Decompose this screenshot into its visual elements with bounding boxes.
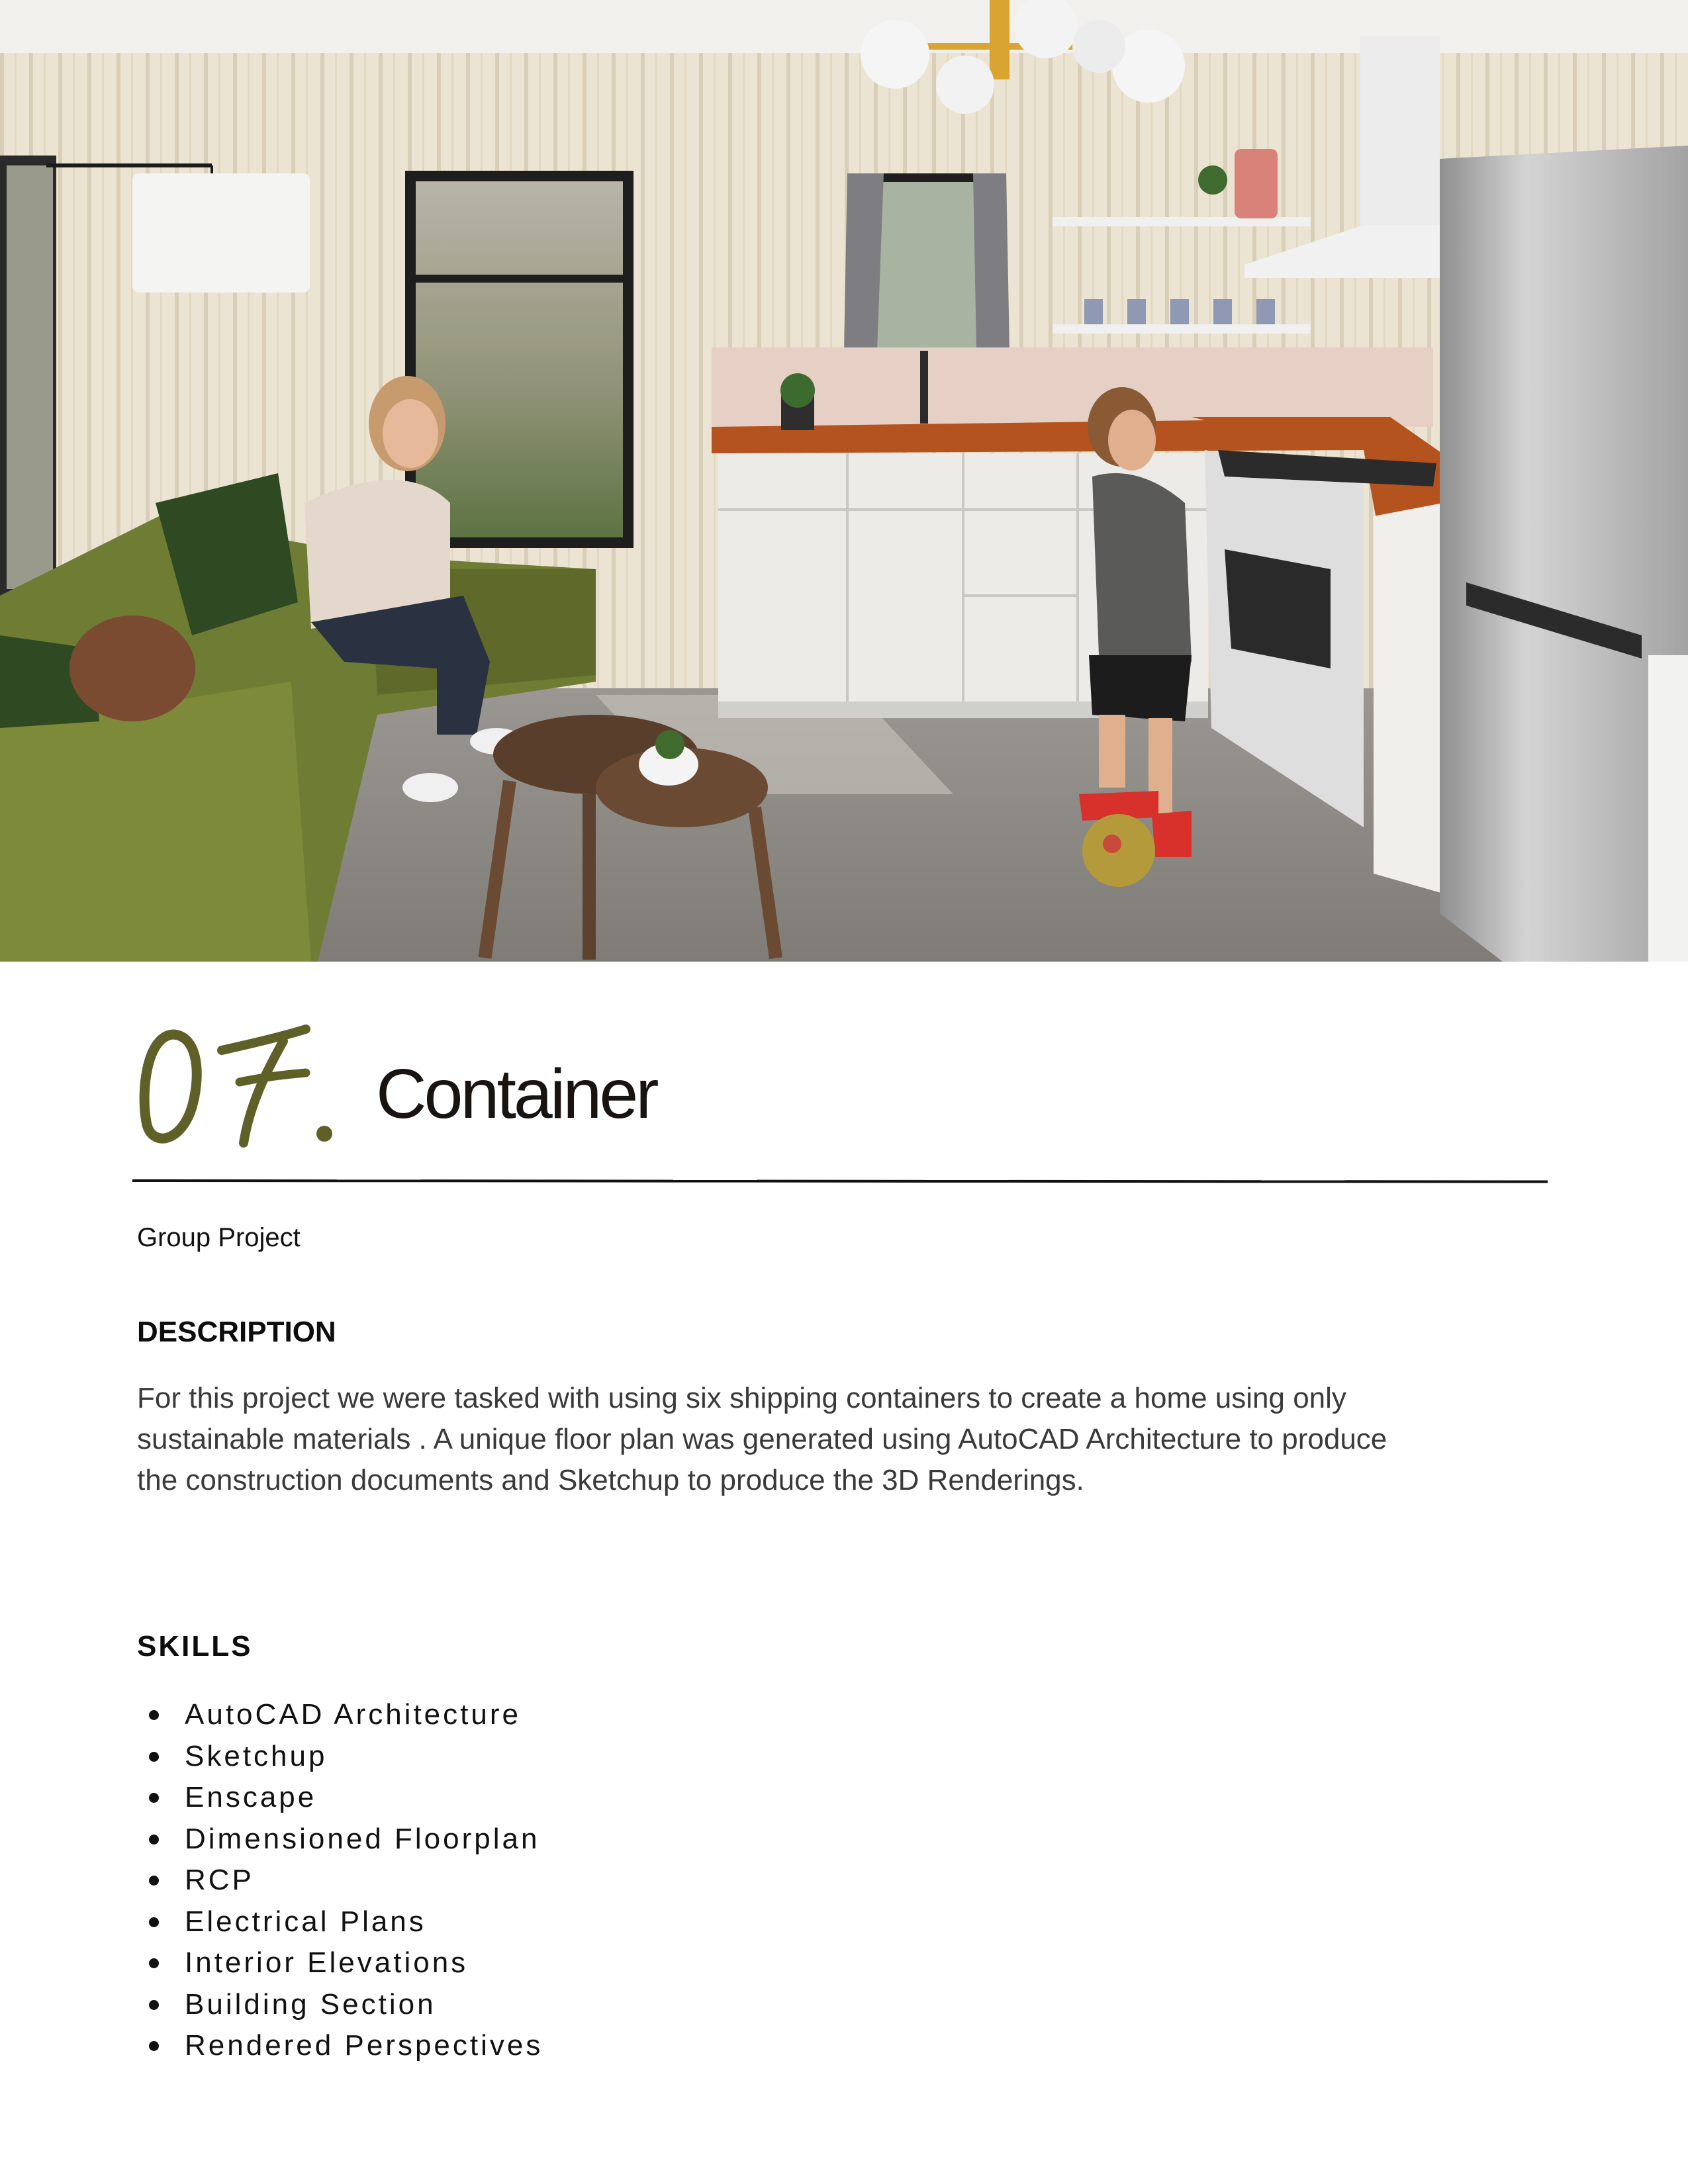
kitchen-living-room-illustration	[0, 0, 1688, 962]
project-number	[132, 1016, 351, 1148]
skill-label: Rendered Perspectives	[185, 2029, 543, 2062]
skill-label: Dimensioned Floorplan	[185, 1822, 540, 1855]
skill-label: Enscape	[185, 1781, 317, 1813]
skill-label: Interior Elevations	[185, 1946, 469, 1979]
skill-label: Electrical Plans	[185, 1905, 426, 1938]
description-line: sustainable materials . A unique floor plan was generated using AutoCAD Architecture to produce	[137, 1423, 1387, 1455]
skill-item	[137, 1942, 543, 1984]
skill-item	[137, 1694, 543, 1736]
project-type-label: Group Project	[137, 1223, 301, 1252]
bullet-icon	[149, 1793, 159, 1803]
description-line: the construction documents and Sketchup to produce the 3D Renderings.	[137, 1464, 1084, 1496]
project-title: Container	[376, 1055, 657, 1133]
skill-item	[137, 1819, 543, 1860]
skill-item	[137, 2025, 543, 2067]
title-divider	[132, 1179, 1548, 1183]
project-number-lettering	[132, 1016, 351, 1148]
skill-label: AutoCAD Architecture	[185, 1698, 521, 1731]
skill-item	[137, 1860, 543, 1901]
hero-rendering-image	[0, 0, 1688, 962]
skills-heading: SKILLS	[137, 1630, 253, 1662]
bullet-icon	[149, 2041, 159, 2051]
bullet-icon	[149, 1835, 159, 1844]
bullet-icon	[149, 1917, 159, 1927]
skill-item	[137, 1777, 543, 1819]
bullet-icon	[149, 1958, 159, 1968]
description-heading: DESCRIPTION	[137, 1316, 336, 1348]
description-body	[137, 1378, 1501, 1501]
skill-label: Sketchup	[185, 1739, 328, 1772]
bullet-icon	[149, 1710, 159, 1720]
skills-list	[137, 1694, 543, 2067]
skill-label: Building Section	[185, 1987, 436, 2021]
bullet-icon	[149, 1752, 159, 1762]
skill-item	[137, 1736, 543, 1778]
skill-item	[137, 1984, 543, 2026]
skill-label: RCP	[185, 1864, 254, 1896]
bullet-icon	[149, 2000, 159, 2010]
skill-item	[137, 1901, 543, 1943]
description-line: For this project we were tasked with using six shipping containers to create a home using only	[137, 1382, 1346, 1414]
bullet-icon	[149, 1876, 159, 1886]
